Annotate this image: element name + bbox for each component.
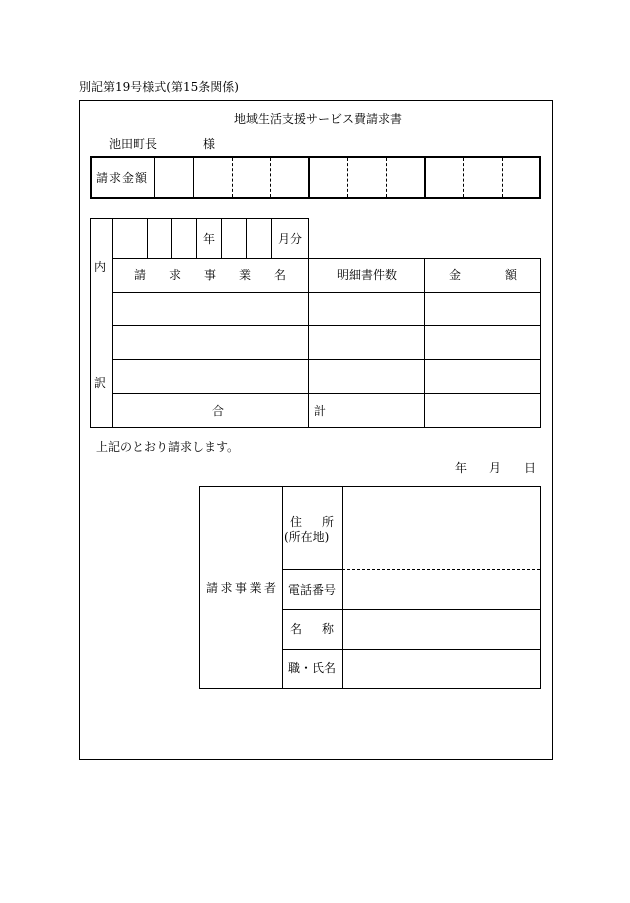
amount-label: 請求金額 [96, 171, 149, 185]
date-month-label: 月 [489, 461, 502, 475]
amount-box [90, 156, 541, 199]
table-line [282, 649, 541, 650]
table-line [308, 218, 309, 428]
table-line [112, 258, 541, 259]
table-line [282, 486, 283, 689]
form-number-label: 別記第19号様式(第15条関係) [79, 80, 239, 94]
table-line [171, 218, 172, 258]
amount-digit-divider [232, 158, 233, 197]
honorific: 様 [203, 137, 216, 151]
period-year-label: 年 [203, 232, 216, 246]
table-line [342, 486, 343, 689]
table-line [196, 218, 197, 258]
amount-group-divider [424, 157, 426, 198]
table-line [112, 359, 541, 360]
table-line [221, 218, 222, 258]
table-line [246, 218, 247, 258]
address-label: 住 所 [290, 515, 334, 529]
address-sub-label: (所在地) [284, 530, 330, 544]
addressee: 池田町長 [109, 137, 158, 151]
column-header-count: 明細書件数 [337, 268, 398, 282]
name-label: 名 称 [290, 622, 334, 636]
claimant-label: 請 求 事 業 者 [206, 581, 276, 595]
table-line [342, 569, 540, 570]
table-line [112, 218, 113, 428]
table-line [282, 569, 342, 570]
table-line [90, 218, 309, 219]
date-year-label: 年 [455, 461, 468, 475]
table-line [112, 393, 541, 394]
amount-divider [154, 157, 155, 198]
amount-digit-divider [502, 158, 503, 197]
amount-group-divider [308, 157, 310, 198]
amount-digit-divider [463, 158, 464, 197]
table-line [282, 609, 541, 610]
amount-digit-divider [386, 158, 387, 197]
table-line [90, 427, 541, 428]
table-line [112, 325, 541, 326]
column-header-service: 請 求 事 業 名 [134, 268, 286, 282]
document-title: 地域生活支援サービス費請求書 [234, 112, 403, 126]
table-line [540, 258, 541, 428]
date-day-label: 日 [524, 461, 537, 475]
breakdown-side-label-bottom: 訳 [94, 376, 107, 390]
table-line [424, 258, 425, 428]
table-line [112, 292, 541, 293]
amount-divider [193, 157, 194, 198]
period-month-label: 月分 [278, 232, 303, 246]
statement-text: 上記のとおり請求します。 [96, 440, 240, 454]
table-line [271, 218, 272, 258]
amount-digit-divider [347, 158, 348, 197]
table-line [147, 218, 148, 258]
phone-label: 電話番号 [288, 583, 337, 597]
breakdown-side-label-top: 内 [94, 260, 107, 274]
column-header-amount: 金 額 [449, 268, 517, 282]
table-line [90, 218, 91, 428]
amount-digit-divider [270, 158, 271, 197]
representative-label: 職・氏名 [288, 661, 337, 675]
total-label: 合 計 [212, 404, 326, 418]
